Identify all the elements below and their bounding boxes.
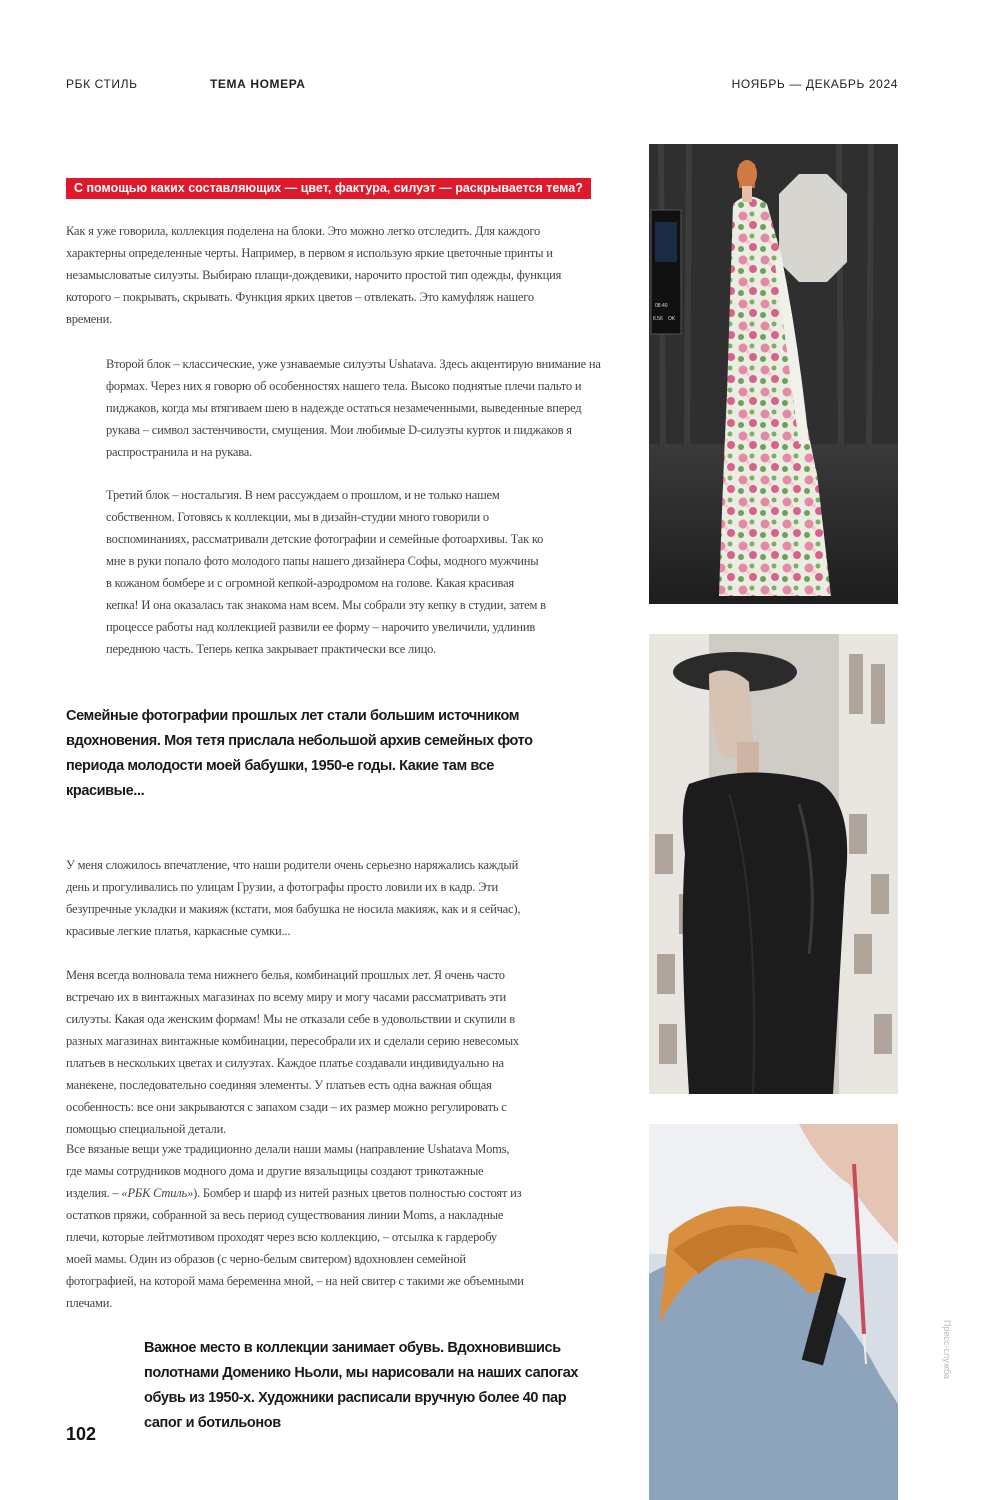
pull-quote-footwear: Важное место в коллекции занимает обувь. Вдохновившись полотнами Доменико Ньоли, мы нарисовали на наших сапогах обувь из 1950-х. Художники расписали вручную более 40 пар сапог и ботильонов xyxy=(144,1340,579,1431)
photo-credit xyxy=(941,1320,953,1400)
knitwear-text-end: ). Бомбер и шарф из нитей разных цветов полностью состоят из остатков пряжи, собранной за весь период существования линии Moms, а накладные плечи, которые лейтмотивом проходят через всю коллекцию, – отсылка к гардеробу моей мамы. Один из образов (с черно-белым свитером) вдохновлен семейной фотографией, на которой мама беременна мной, – на ней свитер с такими же объемными плечами. xyxy=(66,1186,524,1310)
interview-question: С помощью каких составляющих — цвет, фактура, силуэт — раскрывается тема? xyxy=(66,178,591,199)
monitor-readout-1: 08:40 xyxy=(655,303,668,309)
photo-painted-shoe xyxy=(649,1124,898,1500)
magazine-brand: РБК СТИЛЬ xyxy=(66,77,138,91)
issue-date: НОЯБРЬ — ДЕКАБРЬ 2024 xyxy=(731,77,898,91)
paragraph-parents: У меня сложилось впечатление, что наши родители очень серьезно наряжались каждый день и прогуливались по улицам Грузии, а фотографы просто ловили их в кадр. Эти безупречные укладки и макияж (кстати, моя бабушка не носила макияж, как и я сейчас), красивые легкие платья, каркасные сумки... xyxy=(66,858,521,938)
monitor-readout-2: 6.56 xyxy=(653,316,663,322)
knitwear-text-start: Все вязаные вещи уже традиционно делали наши мамы (направление Ushatava Moms, где мамы сотрудников модного дома и другие вязальщицы создают трикотажные изделия. – xyxy=(66,1142,510,1200)
photo-black-dress xyxy=(649,634,898,1094)
black-dress-illustration xyxy=(649,634,898,1094)
floral-gown-illustration xyxy=(649,144,898,604)
paragraph-lingerie: Меня всегда волновала тема нижнего белья, комбинаций прошлых лет. Я очень часто встречаю их в винтажных магазинах по всему миру и могу часами рассматривать эти силуэты. Какая ода женским формам! Мы не отказали себе в удовольствии и скупили в разных магазинах винтажные комбинации, пересобрали их и сделали серию невесомых платьев в нескольких цветах и силуэтах. Каждое платье создавали индивидуально на манекене, последовательно соединяя элементы. У платьев есть одна важная общая особенность: все они закрываются с запахом сзади – их размер можно регулировать с помощью специальной детали. xyxy=(66,968,519,1136)
painted-shoe-illustration xyxy=(649,1124,898,1500)
pull-quote-family-photos: Семейные фотографии прошлых лет стали большим источником вдохновения. Моя тетя прислала небольшой архив семейных фото периода молодости моей бабушки, 1950-е годы. Какие там все красивые... xyxy=(66,708,533,799)
photo-floral-gown xyxy=(649,144,898,604)
paragraph-block-one: Как я уже говорила, коллекция поделена на блоки. Это можно легко отследить. Для каждого характерны определенные черты. Например, в первом я использую яркие цветочные принты и незамысловатые силуэты. Выбираю плащи-дождевики, нарочито простой тип одежды, функция которого – покрывать, скрывать. Функция ярких цветов – отвлекать. Это камуфляж нашего времени. xyxy=(66,224,562,326)
photo-credit-text: Пресс-служба xyxy=(942,1320,952,1379)
section-title: ТЕМА НОМЕРА xyxy=(210,77,306,91)
paragraph-block-two: Второй блок – классические, уже узнаваемые силуэты Ushatava. Здесь акцентирую внимание на формах. Через них я говорю об особенностях нашего тела. Высоко поднятые плечи пальто и пиджаков, когда мы втягиваем шею в надежде остаться незамеченными, выведенные вперед рукава – символ застенчивости, смущения. Мои любимые D-силуэты курток и пиджаков я распространила и на рукава. xyxy=(106,357,601,459)
paragraph-block-three: Третий блок – ностальгия. В нем рассуждаем о прошлом, и не только нашем собственном. Готовясь к коллекции, мы в дизайн-студии много говорили о воспоминаниях, рассматривали детские фотографии и семейные фотоархивы. Так ко мне в руки попало фото молодого папы нашего дизайнера Софы, модного мужчины в кожаном бомбере и с огромной кепкой-аэродромом на голове. Какая красивая кепка! И она оказалась так знакома нам всем. Мы собрали эту кепку в студии, затем в процессе работы над коллекцией развили ее форму – нарочито увеличили, удлинив переднюю часть. Теперь кепка закрывает практически все лицо. xyxy=(106,488,546,656)
page-number: 102 xyxy=(66,1424,97,1444)
knitwear-source: «РБК Стиль» xyxy=(121,1186,194,1200)
paragraph-knitwear xyxy=(66,1138,524,1314)
monitor-readout-3: OK xyxy=(668,316,676,322)
